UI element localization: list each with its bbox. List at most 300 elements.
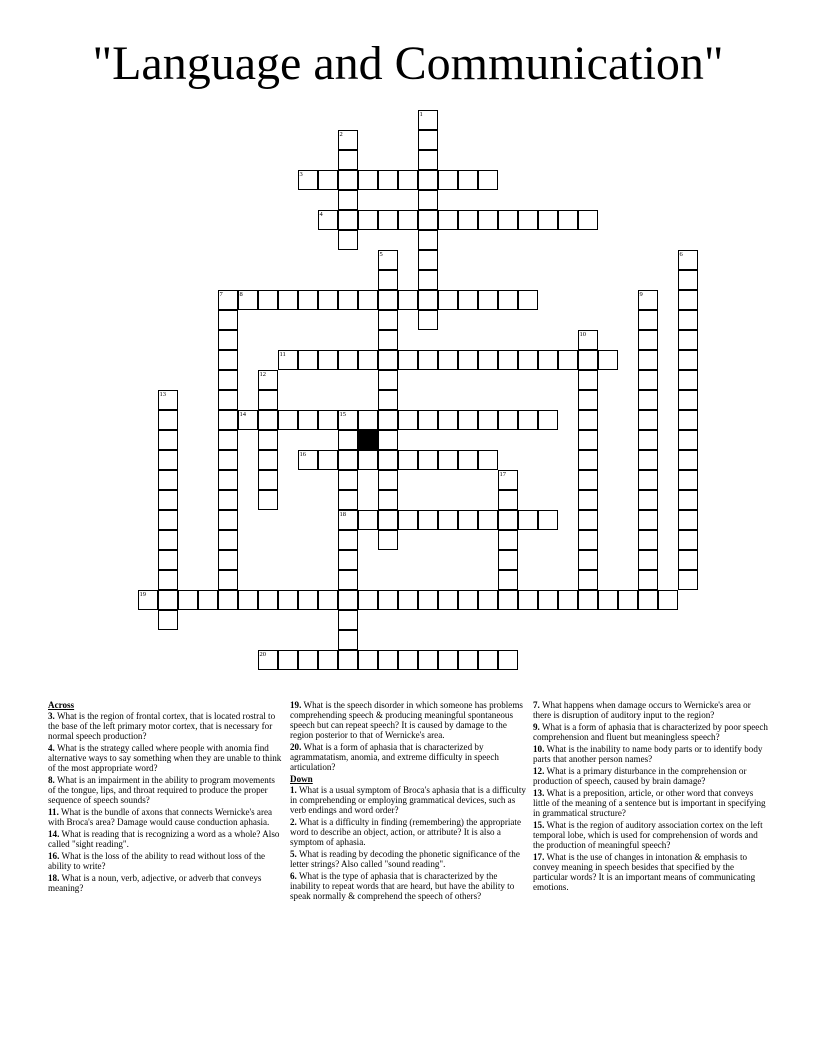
grid-cell[interactable] <box>638 550 658 570</box>
grid-cell[interactable] <box>218 590 238 610</box>
grid-cell[interactable] <box>658 590 678 610</box>
grid-cell[interactable] <box>638 310 658 330</box>
clue <box>533 700 769 720</box>
grid-cell[interactable] <box>478 170 498 190</box>
grid-cell[interactable] <box>418 270 438 290</box>
grid-cell[interactable] <box>678 570 698 590</box>
grid-cell[interactable] <box>358 350 378 370</box>
grid-cell[interactable] <box>458 410 478 430</box>
grid-cell[interactable] <box>498 210 518 230</box>
clue <box>533 788 769 818</box>
grid-cell[interactable] <box>358 210 378 230</box>
grid-cell[interactable] <box>338 550 358 570</box>
grid-cell[interactable] <box>418 250 438 270</box>
clue-text: What happens when damage occurs to Wernicke's area or there is disruption of auditory input to the region? <box>533 700 751 720</box>
grid-cell[interactable] <box>338 230 358 250</box>
grid-cell[interactable] <box>438 510 458 530</box>
grid-cell[interactable] <box>338 170 358 190</box>
grid-cell[interactable] <box>298 410 318 430</box>
grid-cell[interactable] <box>458 450 478 470</box>
grid-cell[interactable] <box>258 290 278 310</box>
clue <box>48 711 282 741</box>
clue-label: 19. <box>290 700 302 710</box>
grid-cell[interactable] <box>638 490 658 510</box>
grid-cell[interactable] <box>678 330 698 350</box>
clue-text: What is reading by decoding the phonetic significance of the letter strings? Also called "sound reading". <box>290 849 520 869</box>
grid-cell[interactable] <box>338 650 358 670</box>
clue-number: 18 <box>339 511 346 518</box>
grid-cell[interactable] <box>518 350 538 370</box>
grid-cell[interactable] <box>158 530 178 550</box>
grid-cell[interactable] <box>498 410 518 430</box>
grid-cell[interactable] <box>418 590 438 610</box>
grid-cell[interactable] <box>378 510 398 530</box>
grid-cell[interactable] <box>218 550 238 570</box>
grid-cell[interactable] <box>218 410 238 430</box>
clue <box>533 852 769 892</box>
grid-cell[interactable] <box>558 590 578 610</box>
grid-cell[interactable] <box>158 590 178 610</box>
grid-cell[interactable] <box>218 350 238 370</box>
grid-cell[interactable] <box>638 370 658 390</box>
grid-cell[interactable] <box>418 410 438 430</box>
grid-cell[interactable] <box>258 470 278 490</box>
grid-cell[interactable] <box>458 350 478 370</box>
clue-text: What is a difficulty in finding (remembering) the appropriate word to describe an object, action, or attribute? It is also a symptom of aphasia. <box>290 817 521 847</box>
grid-cell[interactable] <box>538 510 558 530</box>
clue <box>533 722 769 742</box>
clue-number: 10 <box>579 331 586 338</box>
clue <box>290 871 526 901</box>
grid-cell[interactable] <box>298 290 318 310</box>
grid-cell[interactable] <box>578 390 598 410</box>
grid-cell[interactable] <box>638 590 658 610</box>
clue <box>48 829 282 849</box>
grid-cell[interactable] <box>338 610 358 630</box>
grid-cell[interactable] <box>318 650 338 670</box>
grid-cell[interactable] <box>318 410 338 430</box>
grid-cell[interactable] <box>378 210 398 230</box>
grid-cell[interactable] <box>418 290 438 310</box>
grid-cell[interactable] <box>418 150 438 170</box>
grid-cell[interactable] <box>438 590 458 610</box>
grid-cell[interactable] <box>618 590 638 610</box>
grid-cell[interactable] <box>418 450 438 470</box>
grid-cell[interactable] <box>418 130 438 150</box>
grid-cell[interactable] <box>578 350 598 370</box>
grid-cell[interactable] <box>178 590 198 610</box>
grid-cell[interactable] <box>378 330 398 350</box>
grid-cell[interactable] <box>298 350 318 370</box>
grid-cell[interactable] <box>518 510 538 530</box>
grid-cell[interactable] <box>218 310 238 330</box>
grid-cell[interactable] <box>538 210 558 230</box>
grid-cell[interactable] <box>438 350 458 370</box>
grid-cell[interactable] <box>518 410 538 430</box>
grid-cell[interactable] <box>678 430 698 450</box>
grid-cell[interactable] <box>338 190 358 210</box>
grid-cell[interactable] <box>398 350 418 370</box>
grid-cell[interactable] <box>338 590 358 610</box>
grid-cell[interactable] <box>478 590 498 610</box>
grid-cell[interactable] <box>678 530 698 550</box>
grid-cell[interactable] <box>478 450 498 470</box>
clue-label: 8. <box>48 775 55 785</box>
across-heading: Across <box>48 700 75 710</box>
grid-cell[interactable] <box>418 190 438 210</box>
grid-cell[interactable] <box>478 350 498 370</box>
grid-cell[interactable] <box>538 410 558 430</box>
grid-cell[interactable] <box>638 410 658 430</box>
grid-cell[interactable] <box>358 170 378 190</box>
clue-number: 2 <box>339 131 343 138</box>
clue-text: What is reading that is recognizing a word as a whole? Also called "sight reading". <box>48 829 280 849</box>
grid-cell[interactable] <box>498 530 518 550</box>
grid-cell[interactable] <box>318 350 338 370</box>
grid-cell[interactable] <box>518 290 538 310</box>
grid-cell[interactable] <box>458 510 478 530</box>
grid-cell[interactable] <box>498 550 518 570</box>
grid-cell[interactable] <box>678 310 698 330</box>
grid-cell[interactable] <box>418 230 438 250</box>
grid-cell[interactable] <box>278 290 298 310</box>
grid-cell[interactable] <box>258 430 278 450</box>
grid-cell[interactable] <box>358 450 378 470</box>
grid-cell[interactable] <box>338 430 358 450</box>
grid-cell[interactable] <box>158 490 178 510</box>
clue-number: 20 <box>259 651 266 658</box>
clue <box>48 873 282 893</box>
grid-cell[interactable] <box>578 550 598 570</box>
clue-number: 12 <box>259 371 266 378</box>
clue-label: 2. <box>290 817 297 827</box>
grid-cell[interactable] <box>558 350 578 370</box>
clue-label: 5. <box>290 849 297 859</box>
clue-number: 7 <box>219 291 223 298</box>
clue-label: 14. <box>48 829 60 839</box>
clue-number: 19 <box>139 591 146 598</box>
grid-cell[interactable] <box>378 530 398 550</box>
clue-number: 16 <box>299 451 306 458</box>
grid-cell[interactable] <box>218 530 238 550</box>
grid-cell[interactable] <box>438 450 458 470</box>
grid-cell[interactable] <box>638 570 658 590</box>
clue-label: 10. <box>533 744 545 754</box>
grid-cell[interactable] <box>398 450 418 470</box>
grid-cell[interactable] <box>418 650 438 670</box>
clue-text: What is a form of aphasia that is characterized by agrammatatism, anomia, and extreme difficulty in speech articulation? <box>290 742 499 772</box>
grid-cell[interactable] <box>298 590 318 610</box>
clue-column-1 <box>48 700 282 895</box>
clue <box>533 766 769 786</box>
grid-cell[interactable] <box>498 290 518 310</box>
grid-cell[interactable] <box>218 450 238 470</box>
clue-number: 9 <box>639 291 643 298</box>
grid-cell[interactable] <box>498 350 518 370</box>
grid-cell[interactable] <box>638 390 658 410</box>
grid-cell[interactable] <box>398 170 418 190</box>
grid-cell[interactable] <box>498 590 518 610</box>
clue-text: What is the strategy called where people with anomia find alternative ways to say something when they are unable to think of the most appropriate word? <box>48 743 282 773</box>
grid-cell[interactable] <box>218 570 238 590</box>
grid-cell[interactable] <box>578 490 598 510</box>
grid-cell[interactable] <box>678 270 698 290</box>
grid-cell[interactable] <box>218 390 238 410</box>
grid-cell[interactable] <box>358 290 378 310</box>
grid-cell[interactable] <box>218 470 238 490</box>
grid-cell[interactable] <box>378 390 398 410</box>
grid-cell[interactable] <box>338 290 358 310</box>
clue-text: What is the loss of the ability to read without loss of the ability to write? <box>48 851 266 871</box>
grid-cell[interactable] <box>558 210 578 230</box>
grid-cell[interactable] <box>438 650 458 670</box>
grid-cell[interactable] <box>678 370 698 390</box>
grid-cell[interactable] <box>158 410 178 430</box>
grid-cell[interactable] <box>498 510 518 530</box>
grid-cell[interactable] <box>678 390 698 410</box>
clue-number: 3 <box>299 171 303 178</box>
grid-cell[interactable] <box>378 650 398 670</box>
grid-cell[interactable] <box>458 170 478 190</box>
grid-cell[interactable] <box>478 290 498 310</box>
grid-cell[interactable] <box>398 510 418 530</box>
grid-cell[interactable] <box>398 650 418 670</box>
clue-number: 8 <box>239 291 243 298</box>
grid-cell[interactable] <box>338 530 358 550</box>
grid-cell[interactable] <box>158 430 178 450</box>
grid-cell[interactable] <box>278 410 298 430</box>
grid-cell[interactable] <box>678 550 698 570</box>
clue-text: What is a usual symptom of Broca's aphasia that is a difficulty in comprehending or employing grammatical devices, such as verb endings and word order? <box>290 785 526 815</box>
grid-cell[interactable] <box>258 410 278 430</box>
clue-label: 9. <box>533 722 540 732</box>
clue <box>48 807 282 827</box>
grid-cell[interactable] <box>218 510 238 530</box>
black-cell <box>358 430 378 450</box>
clue <box>290 849 526 869</box>
grid-cell[interactable] <box>318 170 338 190</box>
grid-cell[interactable] <box>378 430 398 450</box>
grid-cell[interactable] <box>458 590 478 610</box>
clue-label: 7. <box>533 700 540 710</box>
grid-cell[interactable] <box>218 490 238 510</box>
grid-cell[interactable] <box>438 210 458 230</box>
grid-cell[interactable] <box>358 650 378 670</box>
grid-cell[interactable] <box>598 590 618 610</box>
grid-cell[interactable] <box>478 650 498 670</box>
clue <box>290 742 526 772</box>
grid-cell[interactable] <box>338 150 358 170</box>
grid-cell[interactable] <box>538 350 558 370</box>
grid-cell[interactable] <box>378 470 398 490</box>
grid-cell[interactable] <box>278 590 298 610</box>
grid-cell[interactable] <box>578 530 598 550</box>
grid-cell[interactable] <box>318 590 338 610</box>
grid-cell[interactable] <box>678 510 698 530</box>
grid-cell[interactable] <box>218 370 238 390</box>
grid-cell[interactable] <box>478 210 498 230</box>
grid-cell[interactable] <box>498 650 518 670</box>
grid-cell[interactable] <box>578 510 598 530</box>
grid-cell[interactable] <box>338 570 358 590</box>
grid-cell[interactable] <box>638 330 658 350</box>
grid-cell[interactable] <box>518 210 538 230</box>
grid-cell[interactable] <box>638 510 658 530</box>
clue-label: 11. <box>48 807 59 817</box>
grid-cell[interactable] <box>638 430 658 450</box>
grid-cell[interactable] <box>458 650 478 670</box>
clue-label: 12. <box>533 766 545 776</box>
grid-cell[interactable] <box>438 170 458 190</box>
grid-cell[interactable] <box>518 590 538 610</box>
clue-column-2 <box>290 700 526 903</box>
down-heading: Down <box>290 774 313 784</box>
grid-cell[interactable] <box>578 590 598 610</box>
clue-number: 5 <box>379 251 383 258</box>
clue-label: 18. <box>48 873 60 883</box>
grid-cell[interactable] <box>378 170 398 190</box>
grid-cell[interactable] <box>358 510 378 530</box>
grid-cell[interactable] <box>578 470 598 490</box>
clue-text: What is an impairment in the ability to program movements of the tongue, lips, and throat required to produce the proper sequence of speech sounds? <box>48 775 275 805</box>
clue-label: 20. <box>290 742 302 752</box>
grid-cell[interactable] <box>578 570 598 590</box>
grid-cell[interactable] <box>358 410 378 430</box>
grid-cell[interactable] <box>378 410 398 430</box>
grid-cell[interactable] <box>478 510 498 530</box>
grid-cell[interactable] <box>298 650 318 670</box>
grid-cell[interactable] <box>378 310 398 330</box>
grid-cell[interactable] <box>678 350 698 370</box>
grid-cell[interactable] <box>158 570 178 590</box>
clue <box>290 817 526 847</box>
grid-cell[interactable] <box>598 350 618 370</box>
grid-cell[interactable] <box>498 570 518 590</box>
clue-number: 13 <box>159 391 166 398</box>
clue-label: 1. <box>290 785 297 795</box>
grid-cell[interactable] <box>638 450 658 470</box>
grid-cell[interactable] <box>378 290 398 310</box>
grid-cell[interactable] <box>438 290 458 310</box>
clue <box>533 820 769 850</box>
clue <box>48 743 282 773</box>
grid-cell[interactable] <box>678 490 698 510</box>
clue-column-3 <box>533 700 769 894</box>
grid-cell[interactable] <box>338 450 358 470</box>
grid-cell[interactable] <box>458 210 478 230</box>
clue-label: 6. <box>290 871 297 881</box>
grid-cell[interactable] <box>498 490 518 510</box>
clue-text: What is a primary disturbance in the comprehension or production of speech, caused by brain damage? <box>533 766 747 786</box>
grid-cell[interactable] <box>338 630 358 650</box>
grid-cell[interactable] <box>678 470 698 490</box>
grid-cell[interactable] <box>338 350 358 370</box>
clue-label: 16. <box>48 851 60 861</box>
grid-cell[interactable] <box>578 430 598 450</box>
grid-cell[interactable] <box>638 470 658 490</box>
grid-cell[interactable] <box>378 270 398 290</box>
grid-cell[interactable] <box>258 490 278 510</box>
grid-cell[interactable] <box>418 170 438 190</box>
grid-cell[interactable] <box>218 430 238 450</box>
grid-cell[interactable] <box>418 350 438 370</box>
clue <box>48 775 282 805</box>
grid-cell[interactable] <box>358 590 378 610</box>
clue-text: What is the region of frontal cortex, that is located rostral to the base of the left primary motor cortex, that is necessary for normal speech production? <box>48 711 276 741</box>
grid-cell[interactable] <box>378 370 398 390</box>
clue-text: What is the bundle of axons that connects Wernicke's area with Broca's area? Damage would cause conduction aphasia. <box>48 807 273 827</box>
grid-cell[interactable] <box>478 410 498 430</box>
grid-cell[interactable] <box>458 290 478 310</box>
grid-cell[interactable] <box>398 590 418 610</box>
grid-cell[interactable] <box>538 590 558 610</box>
clue-label: 4. <box>48 743 55 753</box>
grid-cell[interactable] <box>378 350 398 370</box>
grid-cell[interactable] <box>338 210 358 230</box>
grid-cell[interactable] <box>318 290 338 310</box>
grid-cell[interactable] <box>158 510 178 530</box>
grid-cell[interactable] <box>418 310 438 330</box>
grid-cell[interactable] <box>578 410 598 430</box>
clue-number: 1 <box>419 111 423 118</box>
clue-text: What is the type of aphasia that is characterized by the inability to repeat words that are heard, but have the ability to speak normally & comprehend the speech of others? <box>290 871 515 901</box>
grid-cell[interactable] <box>678 450 698 470</box>
grid-cell[interactable] <box>418 210 438 230</box>
clue-text: What is the inability to name body parts or to identify body parts that another person names? <box>533 744 763 764</box>
grid-cell[interactable] <box>158 450 178 470</box>
grid-cell[interactable] <box>238 590 258 610</box>
grid-cell[interactable] <box>378 590 398 610</box>
grid-cell[interactable] <box>578 210 598 230</box>
grid-cell[interactable] <box>398 410 418 430</box>
grid-cell[interactable] <box>398 210 418 230</box>
grid-cell[interactable] <box>258 590 278 610</box>
grid-cell[interactable] <box>258 390 278 410</box>
grid-cell[interactable] <box>398 290 418 310</box>
grid-cell[interactable] <box>578 450 598 470</box>
clue-number: 11 <box>279 351 286 358</box>
grid-cell[interactable] <box>378 450 398 470</box>
grid-cell[interactable] <box>158 610 178 630</box>
grid-cell[interactable] <box>158 550 178 570</box>
clue-text: What is a form of aphasia that is characterized by poor speech comprehension and fluent but meaningless speech? <box>533 722 768 742</box>
clue-label: 13. <box>533 788 545 798</box>
clue-label: 17. <box>533 852 545 862</box>
grid-cell[interactable] <box>218 330 238 350</box>
grid-cell[interactable] <box>278 650 298 670</box>
grid-cell[interactable] <box>438 410 458 430</box>
clue <box>48 851 282 871</box>
grid-cell[interactable] <box>198 590 218 610</box>
grid-cell[interactable] <box>418 510 438 530</box>
grid-cell[interactable] <box>378 490 398 510</box>
clue-number: 14 <box>239 411 246 418</box>
grid-cell[interactable] <box>318 450 338 470</box>
grid-cell[interactable] <box>578 370 598 390</box>
grid-cell[interactable] <box>678 410 698 430</box>
grid-cell[interactable] <box>638 350 658 370</box>
page-title: "Language and Communication" <box>92 37 724 90</box>
clue-text: What is the speech disorder in which someone has problems comprehending speech & producing meaningful spontaneous speech but can repeat speech? It is caused by damage to the region posterior to that of Wernicke's area. <box>290 700 523 740</box>
grid-cell[interactable] <box>638 530 658 550</box>
grid-cell[interactable] <box>338 470 358 490</box>
clue <box>290 700 526 740</box>
clue-text: What is a noun, verb, adjective, or adverb that conveys meaning? <box>48 873 262 893</box>
grid-cell[interactable] <box>158 470 178 490</box>
grid-cell[interactable] <box>258 450 278 470</box>
grid-cell[interactable] <box>678 290 698 310</box>
grid-cell[interactable] <box>338 490 358 510</box>
